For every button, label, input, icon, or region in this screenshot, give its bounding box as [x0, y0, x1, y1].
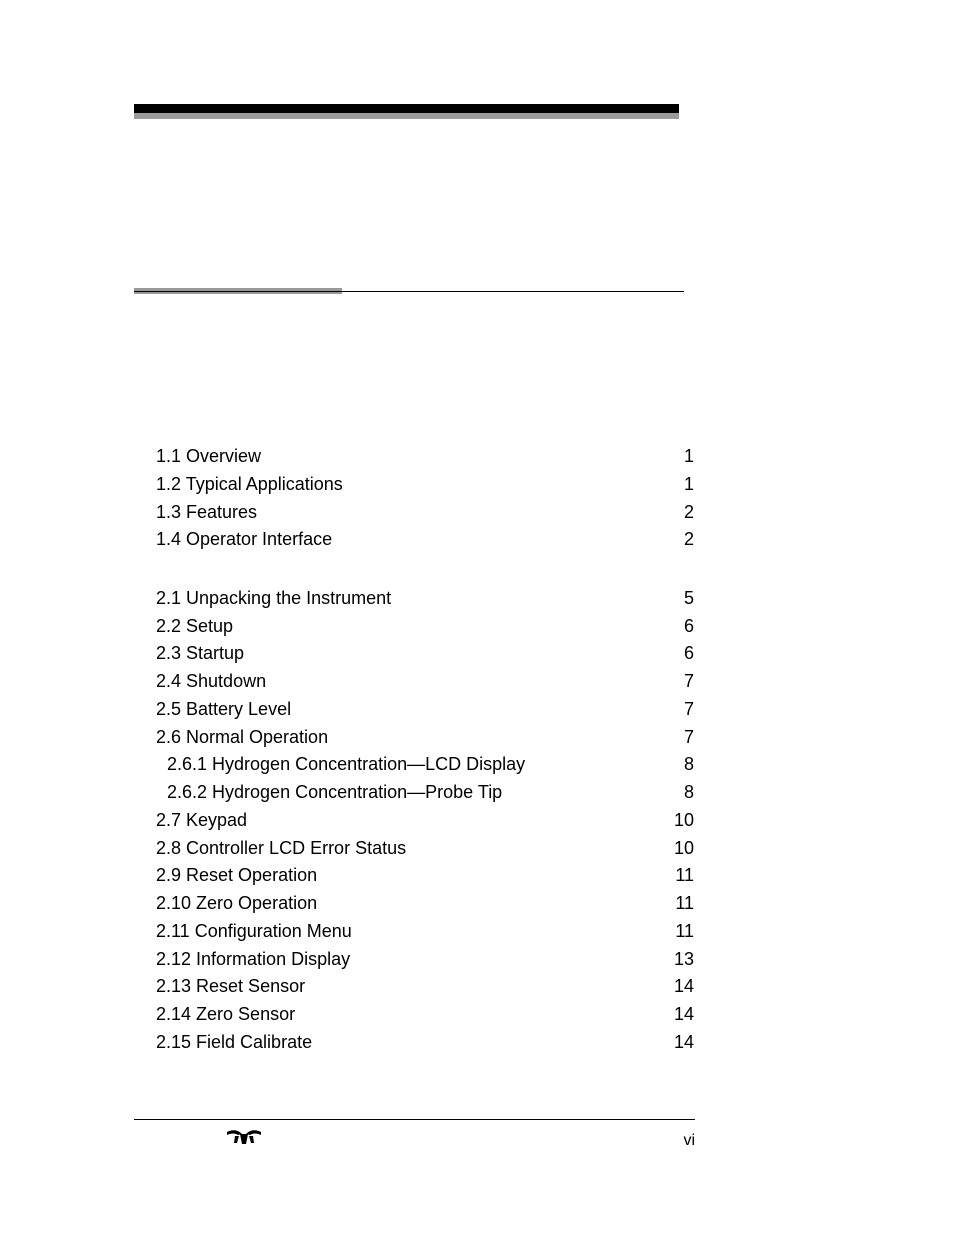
toc-subentry[interactable] [167, 781, 694, 803]
section-rule-line [134, 291, 684, 292]
teledyne-logo-icon [226, 1129, 262, 1145]
toc-entry-title: 1.2 Typical Applications [156, 474, 343, 494]
toc-entry-title: 2.10 Zero Operation [156, 893, 318, 913]
toc-entry-page: 1 [683, 446, 694, 466]
toc-subentry[interactable] [167, 753, 694, 775]
toc-entry-title: 2.3 Startup [156, 643, 245, 663]
toc-entry-title: 2.11 Configuration Menu [156, 921, 352, 941]
toc-entry[interactable] [156, 445, 694, 467]
toc-entry-title: 1.3 Features [156, 502, 258, 522]
toc-entry-page: 14 [673, 1004, 694, 1024]
toc-entry[interactable] [156, 864, 694, 886]
toc-entry[interactable] [156, 892, 694, 914]
toc-entry-page: 11 [675, 865, 694, 885]
toc-entry[interactable] [156, 698, 694, 720]
toc-entry-page: 7 [683, 727, 694, 747]
header-rule-black [134, 104, 679, 113]
toc-entry-title: 2.15 Field Calibrate [156, 1032, 313, 1052]
toc-entry[interactable] [156, 615, 694, 637]
toc-entry[interactable] [156, 920, 694, 942]
toc-entry-title: 2.8 Controller LCD Error Status [156, 838, 407, 858]
toc-entry[interactable] [156, 726, 694, 748]
toc-entry-page: 7 [683, 671, 694, 691]
toc-entry-title: 2.5 Battery Level [156, 699, 292, 719]
toc-entry-title: 1.1 Overview [156, 446, 262, 466]
toc-entry[interactable] [156, 1031, 694, 1053]
toc-entry-page: 14 [673, 976, 694, 996]
page-number: vi [683, 1132, 695, 1149]
toc-entry-title: 2.13 Reset Sensor [156, 976, 306, 996]
toc-entry-page: 6 [683, 616, 694, 636]
toc-entry-title: 2.2 Setup [156, 616, 234, 636]
toc-entry-title: 2.4 Shutdown [156, 671, 267, 691]
toc-entry-page: 5 [683, 588, 694, 608]
toc-entry-title: 2.6.1 Hydrogen Concentration—LCD Display [167, 754, 526, 774]
toc-entry-page: 10 [673, 838, 694, 858]
toc-entry-title: 2.9 Reset Operation [156, 865, 318, 885]
toc-entry[interactable] [156, 670, 694, 692]
toc-entry-page: 8 [683, 782, 694, 802]
toc-entry-title: 2.1 Unpacking the Instrument [156, 588, 392, 608]
header-rule-gray [134, 113, 679, 119]
toc-entry[interactable] [156, 473, 694, 495]
toc-entry-page: 14 [673, 1032, 694, 1052]
toc-entry[interactable] [156, 642, 694, 664]
toc-entry-title: 2.7 Keypad [156, 810, 248, 830]
toc-entry-page: 2 [683, 502, 694, 522]
toc-entry-page: 11 [675, 893, 694, 913]
toc-entry[interactable] [156, 809, 694, 831]
toc-entry[interactable] [156, 528, 694, 550]
toc-entry-page: 1 [683, 474, 694, 494]
toc-entry-page: 2 [683, 529, 694, 549]
toc-entry[interactable] [156, 587, 694, 609]
toc-entry-page: 11 [675, 921, 694, 941]
toc-entry-page: 8 [683, 754, 694, 774]
toc-entry-title: 2.6.2 Hydrogen Concentration—Probe Tip [167, 782, 503, 802]
toc-entry[interactable] [156, 501, 694, 523]
toc-entry-page: 10 [673, 810, 694, 830]
toc-entry-page: 6 [683, 643, 694, 663]
toc-entry-title: 1.4 Operator Interface [156, 529, 333, 549]
toc-entry[interactable] [156, 1003, 694, 1025]
footer-rule [134, 1119, 695, 1120]
toc-entry-page: 7 [683, 699, 694, 719]
toc-entry[interactable] [156, 837, 694, 859]
toc-entry[interactable] [156, 948, 694, 970]
toc-entry-title: 2.6 Normal Operation [156, 727, 329, 747]
toc-entry-title: 2.14 Zero Sensor [156, 1004, 296, 1024]
toc-entry-title: 2.12 Information Display [156, 949, 351, 969]
toc-entry[interactable] [156, 975, 694, 997]
toc-entry-page: 13 [673, 949, 694, 969]
